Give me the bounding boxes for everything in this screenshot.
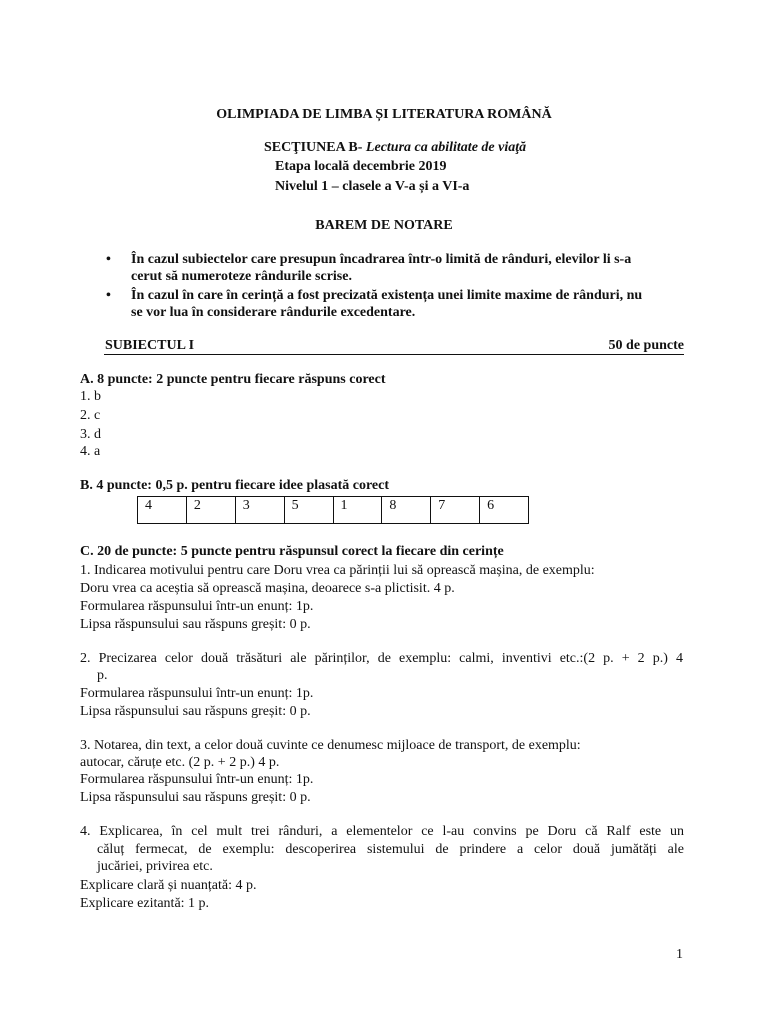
- table-row: [138, 497, 529, 524]
- example-line: Doru vrea ca aceștia să oprească mașina, deoarece s-a plictisit. 4 p.: [80, 581, 455, 596]
- note-line: se vor lua în considerare rândurile excedentare.: [131, 305, 416, 320]
- stage-line: Etapa locală decembrie 2019: [275, 159, 447, 174]
- section-label: SECŢIUNEA B-: [264, 140, 366, 155]
- table-cell: 1: [333, 497, 382, 524]
- table-cell: 7: [431, 497, 480, 524]
- answer-item: 1. b: [80, 389, 101, 404]
- scoring-line: Lipsa răspunsului sau răspuns greșit: 0 p.: [80, 617, 311, 632]
- requirement-line: 4. Explicarea, în cel mult trei rânduri, a elementelor ce l-au convins pe Doru că Ralf este un: [80, 824, 684, 839]
- table-cell: 5: [284, 497, 333, 524]
- scoring-line: Explicare clară și nuanțată: 4 p.: [80, 878, 257, 893]
- table-cell: 4: [138, 497, 187, 524]
- table-cell: 3: [235, 497, 284, 524]
- subject-points: 50 de puncte: [608, 338, 684, 353]
- scoring-line: Explicare ezitantă: 1 p.: [80, 896, 210, 911]
- answer-item: 2. c: [80, 408, 101, 423]
- table-cell: 2: [186, 497, 235, 524]
- note-line: În cazul subiectelor care presupun încadrarea într-o limită de rânduri, elevilor li s-a: [131, 252, 632, 267]
- section-a-heading: A. 8 puncte: 2 puncte pentru fiecare răspuns corect: [80, 372, 386, 387]
- requirement-line: 2. Precizarea celor două trăsături ale părinților, de exemplu: calmi, inventivi etc.:(2 p. + 2 p.) 4: [80, 651, 683, 666]
- requirement-line: jucăriei, privirea etc.: [97, 859, 213, 874]
- table-cell: 6: [480, 497, 529, 524]
- bullet-icon: •: [106, 288, 111, 303]
- page-number: 1: [676, 947, 683, 962]
- requirement-line: 3. Notarea, din text, a celor două cuvinte ce denumesc mijloace de transport, de exemplu:: [80, 738, 581, 753]
- note-line: cerut să numeroteze rândurile scrise.: [131, 269, 352, 284]
- section-c-heading: C. 20 de puncte: 5 puncte pentru răspunsul corect la fiecare din cerințe: [80, 544, 504, 559]
- scoring-line: Formularea răspunsului într-un enunț: 1p.: [80, 772, 314, 787]
- scoring-line: Lipsa răspunsului sau răspuns greșit: 0 p.: [80, 790, 311, 805]
- section-subtitle: Lectura ca abilitate de viaţă: [365, 140, 527, 155]
- requirement-line: p.: [97, 668, 108, 683]
- scoring-line: Lipsa răspunsului sau răspuns greșit: 0 p.: [80, 704, 311, 719]
- requirement-line: 1. Indicarea motivului pentru care Doru vrea ca părinții lui să oprească mașina, de exemplu:: [80, 563, 595, 578]
- order-table: [137, 496, 529, 524]
- level-line: Nivelul 1 – clasele a V-a și a VI-a: [275, 179, 470, 194]
- table-cell: 8: [382, 497, 431, 524]
- barem-heading: BAREM DE NOTARE: [315, 218, 453, 233]
- subject-underline: [104, 354, 684, 355]
- bullet-icon: •: [106, 252, 111, 267]
- requirement-line: căluț fermecat, de exemplu: descoperirea sistemului de prindere a celor două jumătăți ale: [97, 842, 684, 857]
- subject-label: SUBIECTUL I: [105, 338, 195, 353]
- section-b-heading: B. 4 puncte: 0,5 p. pentru fiecare idee plasată corect: [80, 478, 389, 493]
- document-title: OLIMPIADA DE LIMBA ȘI LITERATURA ROMÂNĂ: [216, 107, 552, 122]
- example-line: autocar, căruțe etc. (2 p. + 2 p.) 4 p.: [80, 755, 280, 770]
- scoring-line: Formularea răspunsului într-un enunț: 1p.: [80, 599, 314, 614]
- note-line: În cazul în care în cerință a fost precizată existența unei limite maxime de rânduri, nu: [131, 288, 643, 303]
- section-heading: [264, 140, 526, 156]
- scoring-line: Formularea răspunsului într-un enunț: 1p.: [80, 686, 314, 701]
- answer-item: 3. d: [80, 427, 101, 442]
- answer-item: 4. a: [80, 444, 101, 459]
